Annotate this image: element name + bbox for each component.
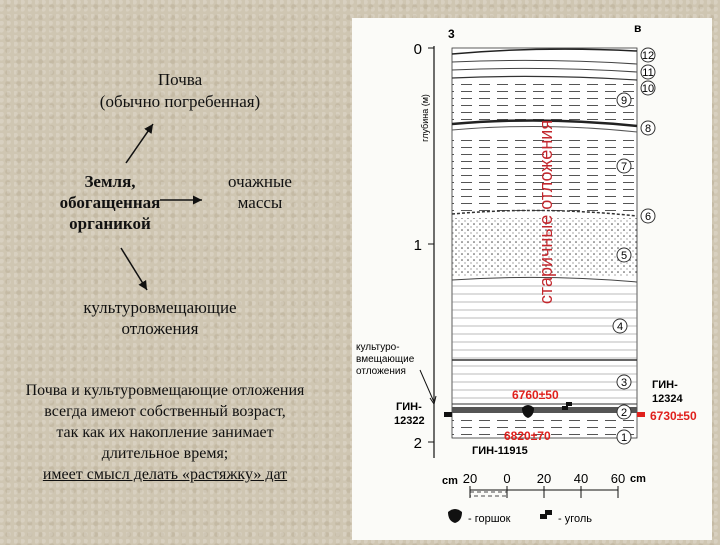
gin-left-line1: ГИН- [396, 401, 422, 413]
cultural-label-line2: отложения [121, 319, 199, 338]
scale-tick-20a: 20 [462, 471, 478, 486]
layer-10: 10 [641, 83, 655, 95]
layer-2: 2 [620, 407, 628, 419]
gin-right-line2: 12324 [652, 393, 683, 405]
scale-tick-60: 60 [610, 471, 626, 486]
scale-unit-left: cm [442, 475, 458, 487]
layer-3: 3 [620, 377, 628, 389]
legend-pot: - горшок [468, 513, 511, 525]
culture-note-line1: культуро- [356, 342, 400, 353]
earth-label-line3: органикой [69, 214, 151, 233]
gin-bottom: ГИН-11915 [472, 445, 528, 457]
stratigraphic-section-panel [352, 18, 712, 540]
layer-8: 8 [644, 123, 652, 135]
earth-label-line1: Земля, [84, 172, 136, 191]
section-drawing [352, 18, 712, 540]
depth-2: 2 [413, 435, 422, 452]
arrow-to-soil [126, 124, 153, 163]
legend-coal: - уголь [558, 513, 593, 525]
layer-4: 4 [616, 321, 624, 333]
depth-1: 1 [413, 237, 422, 254]
scale-tick-20b: 20 [536, 471, 552, 486]
layer-5: 5 [620, 250, 628, 262]
layer-11: 11 [642, 67, 654, 79]
arrow-to-cultural [121, 248, 147, 290]
culture-note-line2: вмещающие [356, 354, 415, 365]
hearth-label-line1: очажные [228, 172, 292, 191]
earth-label-line2: обогащенная [59, 193, 161, 212]
oxbow-deposits-label: старичные отложения [536, 119, 556, 305]
layer-9: 9 [620, 95, 628, 107]
depth-axis-label: глубина (м) [420, 94, 430, 142]
note-line5: имеет смысл делать «растяжку» дат [42, 466, 288, 483]
date-6760: 6760±50 [512, 388, 559, 402]
culture-note-line3: отложения [356, 366, 406, 377]
gin-left-line2: 12322 [394, 415, 425, 427]
soil-title: Почва [157, 70, 203, 89]
section-label-v: в [634, 21, 642, 35]
layer-6: 6 [644, 211, 652, 223]
scale-tick-0: 0 [503, 471, 511, 486]
note-line4: длительное время; [101, 445, 229, 462]
section-label-3: 3 [448, 27, 455, 41]
coal-icon-b [545, 510, 552, 515]
pot-icon [448, 509, 462, 523]
hearth-label-line2: массы [237, 193, 283, 212]
note-line1: Почва и культуровмещающие отложения [25, 382, 305, 399]
date-6820: 6820±70 [504, 429, 551, 443]
scale-tick-40: 40 [573, 471, 589, 486]
cultural-label-line1: культуровмещающие [83, 298, 237, 317]
note-line3: так как их накопление занимает [56, 424, 274, 441]
scale-unit-right: cm [630, 473, 646, 485]
layer-7: 7 [620, 161, 628, 173]
depth-0: 0 [413, 41, 422, 58]
date-6730: 6730±50 [650, 409, 697, 423]
soil-subtitle: (обычно погребенная) [99, 92, 261, 111]
note-line2: всегда имеют собственный возраст, [44, 403, 286, 420]
layer-12: 12 [641, 50, 655, 62]
gin-right-line1: ГИН- [652, 379, 678, 391]
layer-1: 1 [620, 432, 628, 444]
